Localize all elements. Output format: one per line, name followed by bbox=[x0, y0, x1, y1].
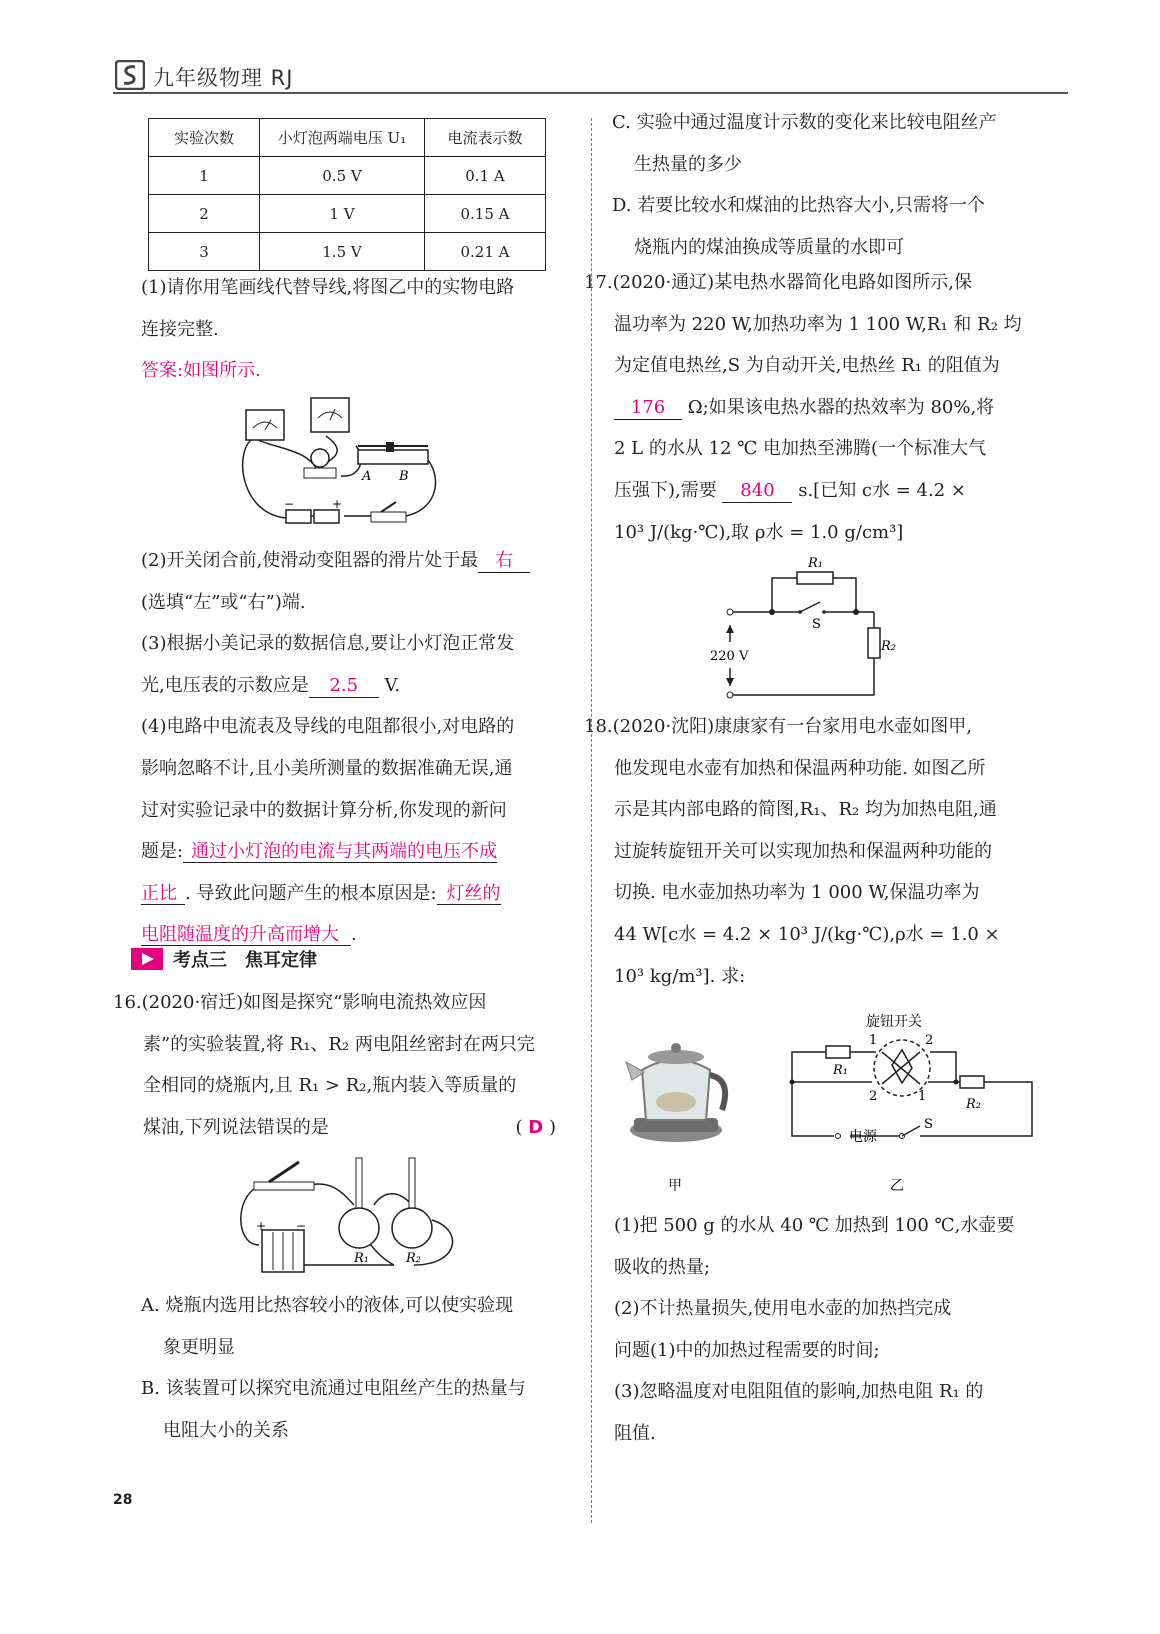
q16-options-ab bbox=[141, 1285, 556, 1451]
terminal-dot bbox=[727, 609, 733, 615]
figure-caption-a: 甲 bbox=[668, 1178, 682, 1194]
answer-blank: 右 bbox=[478, 550, 530, 573]
option-b-cont: 电阻大小的关系 bbox=[163, 1419, 289, 1441]
question-text: (2)不计热量损失,使用电水壶的加热挡完成 bbox=[614, 1298, 952, 1320]
question-text bbox=[113, 1107, 556, 1149]
choice-answer: D bbox=[528, 1116, 544, 1138]
fig-label-plus: + bbox=[332, 497, 343, 511]
question-text: (3)根据小美记录的数据信息,要让小灯泡正常发 bbox=[141, 633, 515, 655]
battery-icon bbox=[262, 1230, 304, 1272]
question-text: 素”的实验装置,将 R₁、R₂ 两电阻丝密封在两只完 bbox=[143, 1033, 535, 1055]
question-text: 为定值电热丝,S 为自动开关,电热丝 R₁ 的阻值为 bbox=[614, 355, 1000, 377]
voltmeter-icon bbox=[311, 398, 349, 432]
knob-switch-icon bbox=[874, 1040, 930, 1096]
fig-label-plus: + bbox=[256, 1219, 267, 1233]
question-text: 他发现电水壶有加热和保温两种功能. 如图乙所 bbox=[614, 757, 986, 779]
question-text-part: . 导致此问题产生的根本原因是: bbox=[185, 882, 437, 904]
fig-label-r1: R₁ bbox=[833, 1063, 848, 1078]
fig-label-r2: R₂ bbox=[966, 1097, 981, 1112]
question-text: 18.(2020·沈阳)康康家有一台家用电水壶如图甲, bbox=[584, 716, 972, 737]
fig-label-n2: 2 bbox=[925, 1033, 934, 1048]
question-text: 连接完整. bbox=[141, 318, 219, 340]
table-cell: 1.5 V bbox=[260, 233, 425, 271]
q18-subquestions bbox=[614, 1205, 1029, 1455]
resistor-r2-icon bbox=[960, 1076, 984, 1088]
option-d-cont: 烧瓶内的煤油换成等质量的水即可 bbox=[634, 236, 904, 258]
publisher-logo-icon bbox=[115, 60, 145, 90]
fig-label-minus: − bbox=[284, 497, 295, 511]
resistor-r1-icon bbox=[797, 572, 833, 584]
fig-label-r2: R₂ bbox=[881, 639, 896, 654]
fig-label-voltage: 220 V bbox=[710, 649, 749, 664]
rheostat-icon bbox=[358, 442, 428, 464]
question-text-part: 题是: bbox=[141, 841, 184, 863]
question-text-part: . bbox=[351, 924, 357, 946]
fig-label-n2b: 2 bbox=[869, 1089, 878, 1104]
fig-label-minus: − bbox=[296, 1219, 307, 1233]
arrow-down-icon bbox=[726, 678, 734, 686]
ammeter-icon bbox=[246, 410, 284, 440]
question-text bbox=[141, 665, 556, 707]
question-text: 影响忽略不计,且小美所测量的数据准确无误,通 bbox=[141, 757, 513, 779]
question-text-part: 光,电压表的示数应是 bbox=[141, 674, 309, 696]
question-text: 切换. 电水壶加热功率为 1 000 W,保温功率为 bbox=[614, 882, 980, 904]
table-row bbox=[149, 233, 546, 271]
question-text: 吸收的热量; bbox=[614, 1256, 711, 1278]
question-text: (选填“左”或“右”)端. bbox=[141, 591, 306, 613]
q16-options-cd bbox=[612, 102, 1027, 268]
question-text: (4)电路中电流表及导线的电阻都很小,对电路的 bbox=[141, 716, 515, 738]
question-text: 16.(2020·宿迁)如图是探究“影响电流热效应因 bbox=[113, 992, 487, 1013]
table-cell: 0.1 A bbox=[425, 157, 546, 195]
q18-block bbox=[584, 706, 1029, 997]
bracket-open: ( bbox=[515, 1116, 523, 1138]
answer-blank: 840 bbox=[722, 480, 792, 503]
table-cell: 1 V bbox=[260, 195, 425, 233]
fig-label-knob: 旋钮开关 bbox=[866, 1014, 922, 1030]
fig-label-n1b: 1 bbox=[918, 1089, 927, 1104]
option-d: D. 若要比较水和煤油的比热容大小,只需将一个 bbox=[612, 195, 985, 217]
junction-dot bbox=[769, 609, 775, 615]
table-header-row bbox=[149, 119, 546, 157]
page-header bbox=[113, 58, 1068, 94]
kettle-icon bbox=[626, 1043, 725, 1142]
table-header-cell: 小灯泡两端电压 U₁ bbox=[260, 119, 425, 157]
left-q2-q4-block bbox=[141, 540, 556, 956]
fig-label-a: A bbox=[362, 469, 372, 484]
question-text-part: s.[已知 c水 = 4.2 × bbox=[798, 479, 966, 501]
resistor-r1-icon bbox=[826, 1046, 850, 1058]
table-cell: 0.21 A bbox=[425, 233, 546, 271]
table-cell: 3 bbox=[149, 233, 260, 271]
question-text: 过对实验记录中的数据计算分析,你发现的新问 bbox=[141, 799, 507, 821]
terminal-dot bbox=[727, 692, 733, 698]
source-terminal-dot bbox=[836, 1134, 841, 1139]
section-title: 考点三 焦耳定律 bbox=[173, 950, 317, 971]
answer-blank: 2.5 bbox=[309, 675, 379, 698]
left-q1-block bbox=[141, 267, 556, 392]
question-text bbox=[584, 470, 1029, 512]
q17-block bbox=[584, 262, 1029, 553]
question-text bbox=[141, 540, 556, 582]
table-header-cell: 电流表示数 bbox=[425, 119, 546, 157]
circuit-figure-1 bbox=[236, 388, 446, 533]
switch-s-icon bbox=[902, 1126, 920, 1136]
option-a: A. 烧瓶内选用比热容较小的液体,可以使实验现 bbox=[141, 1295, 514, 1316]
fig-label-n1: 1 bbox=[869, 1033, 878, 1048]
question-text: (1)请你用笔画线代替导线,将图乙中的实物电路 bbox=[141, 277, 515, 298]
junction-dot bbox=[853, 609, 859, 615]
question-text: 阻值. bbox=[614, 1422, 656, 1444]
question-text: 过旋转旋钮开关可以实现加热和保温两种功能的 bbox=[614, 840, 992, 862]
junction-dot bbox=[954, 1080, 959, 1085]
experiment-table bbox=[148, 118, 546, 271]
resistor-r2-icon bbox=[868, 628, 880, 658]
question-text: 问题(1)中的加热过程需要的时间; bbox=[614, 1339, 880, 1361]
question-text-part: V. bbox=[384, 674, 401, 696]
play-arrow-icon bbox=[131, 948, 163, 970]
figure-caption-b: 乙 bbox=[890, 1178, 904, 1194]
question-text: 2 L 的水从 12 ℃ 电加热至沸腾(一个标准大气 bbox=[614, 438, 987, 460]
flask-icon bbox=[339, 1158, 379, 1248]
question-text-part: 压强下),需要 bbox=[614, 479, 717, 501]
kettle-figure bbox=[620, 1010, 1045, 1200]
question-text: 全相同的烧瓶内,且 R₁ > R₂,瓶内装入等质量的 bbox=[143, 1075, 517, 1097]
fig-label-r2: R₂ bbox=[406, 1251, 421, 1266]
option-a-cont: 象更明显 bbox=[163, 1336, 235, 1358]
table-header-cell: 实验次数 bbox=[149, 119, 260, 157]
page-number: 28 bbox=[113, 1492, 133, 1508]
table-row bbox=[149, 195, 546, 233]
question-text bbox=[141, 873, 556, 915]
option-c-cont: 生热量的多少 bbox=[634, 153, 742, 175]
flask-icon bbox=[392, 1158, 432, 1248]
arrow-up-icon bbox=[726, 625, 734, 633]
question-text: 示是其内部电路的简图,R₁、R₂ 均为加热电阻,通 bbox=[614, 799, 997, 821]
option-b: B. 该装置可以探究电流通过电阻丝产生的热量与 bbox=[141, 1378, 526, 1400]
question-text-part: (2)开关闭合前,使滑动变阻器的滑片处于最 bbox=[141, 550, 479, 571]
switch-icon bbox=[254, 1162, 314, 1190]
answer-underline: 灯丝的 bbox=[437, 883, 501, 905]
header-title: 九年级物理 RJ bbox=[153, 66, 294, 90]
junction-dot bbox=[790, 1080, 795, 1085]
switch-s-icon bbox=[798, 602, 826, 618]
answer-bracket bbox=[516, 1107, 556, 1149]
q16-block bbox=[113, 982, 556, 1148]
question-text: 10³ kg/m³]. 求: bbox=[614, 965, 746, 987]
question-text-part: Ω;如果该电热水器的热效率为 80%,将 bbox=[687, 396, 995, 418]
light-bulb-icon bbox=[304, 449, 336, 478]
question-text: 10³ J/(kg·℃),取 ρ水 = 1.0 g/cm³] bbox=[614, 521, 904, 543]
table-row bbox=[149, 157, 546, 195]
section-heading bbox=[131, 940, 551, 982]
fig-label-s: S bbox=[812, 617, 821, 632]
fig-label-source: 电源 bbox=[849, 1129, 877, 1145]
table-cell: 2 bbox=[149, 195, 260, 233]
table-cell: 0.5 V bbox=[260, 157, 425, 195]
fig-label-s: S bbox=[924, 1117, 933, 1132]
answer-underline: 通过小灯泡的电流与其两端的电压不成 bbox=[183, 841, 497, 863]
question-text: 44 W[c水 = 4.2 × 10³ J/(kg·℃),ρ水 = 1.0 × bbox=[614, 923, 1000, 945]
question-text: (1)把 500 g 的水从 40 ℃ 加热到 100 ℃,水壶要 bbox=[614, 1215, 1015, 1236]
answer-blank: 176 bbox=[614, 397, 682, 420]
fig-label-b: B bbox=[399, 469, 409, 484]
answer-underline: 电阻随温度的升高而增大 bbox=[141, 924, 351, 946]
answer-underline: 正比 bbox=[141, 883, 185, 905]
bracket-close: ) bbox=[548, 1116, 556, 1138]
fig-label-r1: R₁ bbox=[808, 556, 823, 571]
question-text-part: 煤油,下列说法错误的是 bbox=[143, 1116, 329, 1138]
question-text bbox=[584, 387, 1029, 429]
option-c: C. 实验中通过温度计示数的变化来比较电阻丝产 bbox=[612, 112, 997, 133]
question-text bbox=[141, 831, 556, 873]
table-cell: 1 bbox=[149, 157, 260, 195]
answer-text: 答案:如图所示. bbox=[141, 360, 261, 382]
question-text: 17.(2020·通辽)某电热水器简化电路如图所示,保 bbox=[584, 272, 972, 293]
fig-label-r1: R₁ bbox=[354, 1251, 369, 1266]
switch-icon bbox=[371, 502, 406, 522]
heater-circuit-figure bbox=[700, 550, 910, 700]
question-text: (3)忽略温度对电阻阻值的影响,加热电阻 R₁ 的 bbox=[614, 1381, 984, 1403]
flask-figure bbox=[234, 1150, 459, 1280]
question-text: 温功率为 220 W,加热功率为 1 100 W,R₁ 和 R₂ 均 bbox=[614, 313, 1022, 335]
table-cell: 0.15 A bbox=[425, 195, 546, 233]
